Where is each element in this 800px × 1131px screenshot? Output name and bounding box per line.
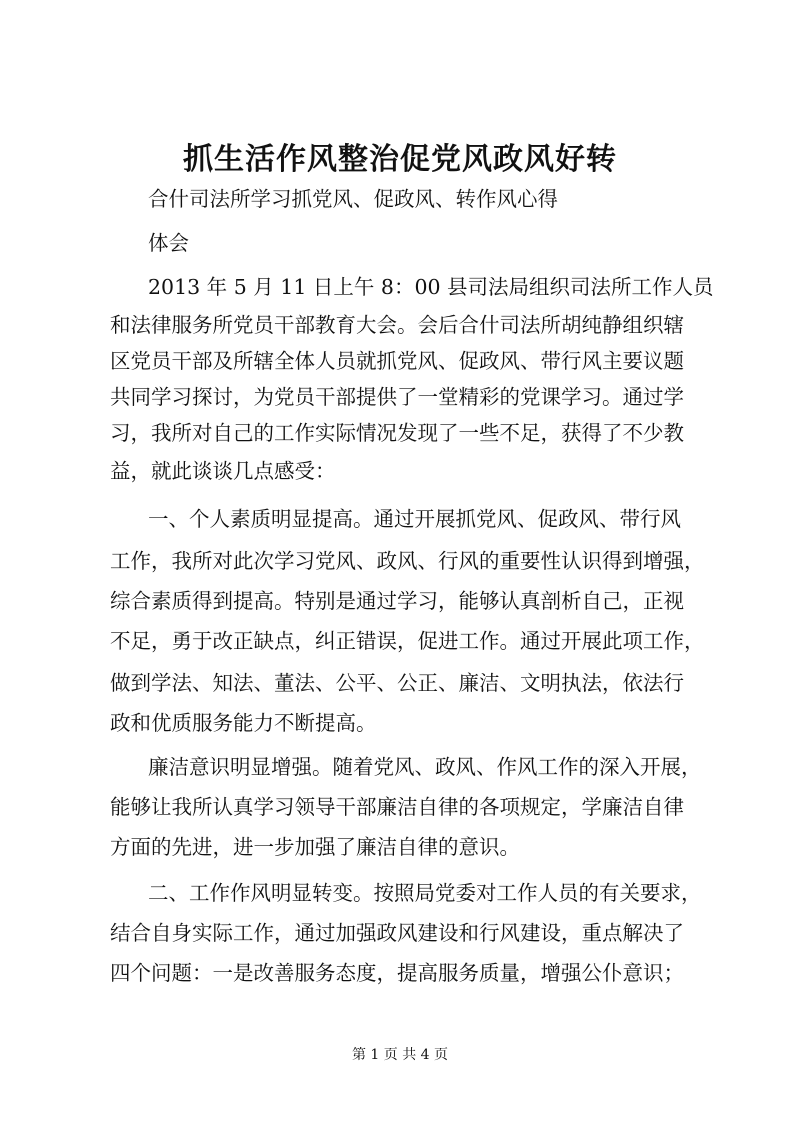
body-line: 综合素质得到提高。特别是通过学习，能够认真剖析自己，正视 bbox=[110, 589, 684, 613]
subtitle-line: 合什司法所学习抓党风、促政风、转作风心得 bbox=[148, 187, 558, 211]
body-line: 结合自身实际工作，通过加强政风建设和行风建设，重点解决了 bbox=[110, 921, 684, 945]
body-line: 2013 年 5 月 11 日上午 8：00 县司法局组织司法所工作人员 bbox=[148, 275, 714, 299]
body-line: 一、个人素质明显提高。通过开展抓党风、促政风、带行风 bbox=[148, 507, 681, 531]
body-line: 工作，我所对此次学习党风、政风、行风的重要性认识得到增强， bbox=[110, 549, 705, 573]
body-line: 能够让我所认真学习领导干部廉洁自律的各项规定，学廉洁自律 bbox=[110, 795, 684, 819]
body-line: 不足，勇于改正缺点，纠正错误，促进工作。通过开展此项工作， bbox=[110, 629, 705, 653]
body-line: 共同学习探讨，为党员干部提供了一堂精彩的党课学习。通过学 bbox=[110, 385, 684, 409]
body-line: 二、工作作风明显转变。按照局党委对工作人员的有关要求， bbox=[148, 881, 702, 905]
page-number-footer: 第 1 页 共 4 页 bbox=[351, 1047, 449, 1063]
body-line: 区党员干部及所辖全体人员就抓党风、促政风、带行风主要议题 bbox=[110, 349, 684, 373]
body-line: 政和优质服务能力不断提高。 bbox=[110, 711, 377, 735]
body-line: 和法律服务所党员干部教育大会。会后合什司法所胡纯静组织辖 bbox=[110, 313, 684, 337]
subtitle-line: 体会 bbox=[148, 231, 189, 255]
document-title: 抓生活作风整治促党风政风好转 bbox=[183, 142, 617, 177]
body-line: 习，我所对自己的工作实际情况发现了一些不足，获得了不少教 bbox=[110, 421, 684, 445]
body-line: 四个问题：一是改善服务态度，提高服务质量，增强公仆意识； bbox=[110, 961, 684, 985]
body-line: 方面的先进，进一步加强了廉洁自律的意识。 bbox=[110, 835, 520, 859]
body-line: 廉洁意识明显增强。随着党风、政风、作风工作的深入开展， bbox=[148, 755, 702, 779]
body-line: 做到学法、知法、董法、公平、公正、廉洁、文明执法，依法行 bbox=[110, 671, 684, 695]
body-line: 益，就此谈谈几点感受： bbox=[110, 459, 336, 483]
